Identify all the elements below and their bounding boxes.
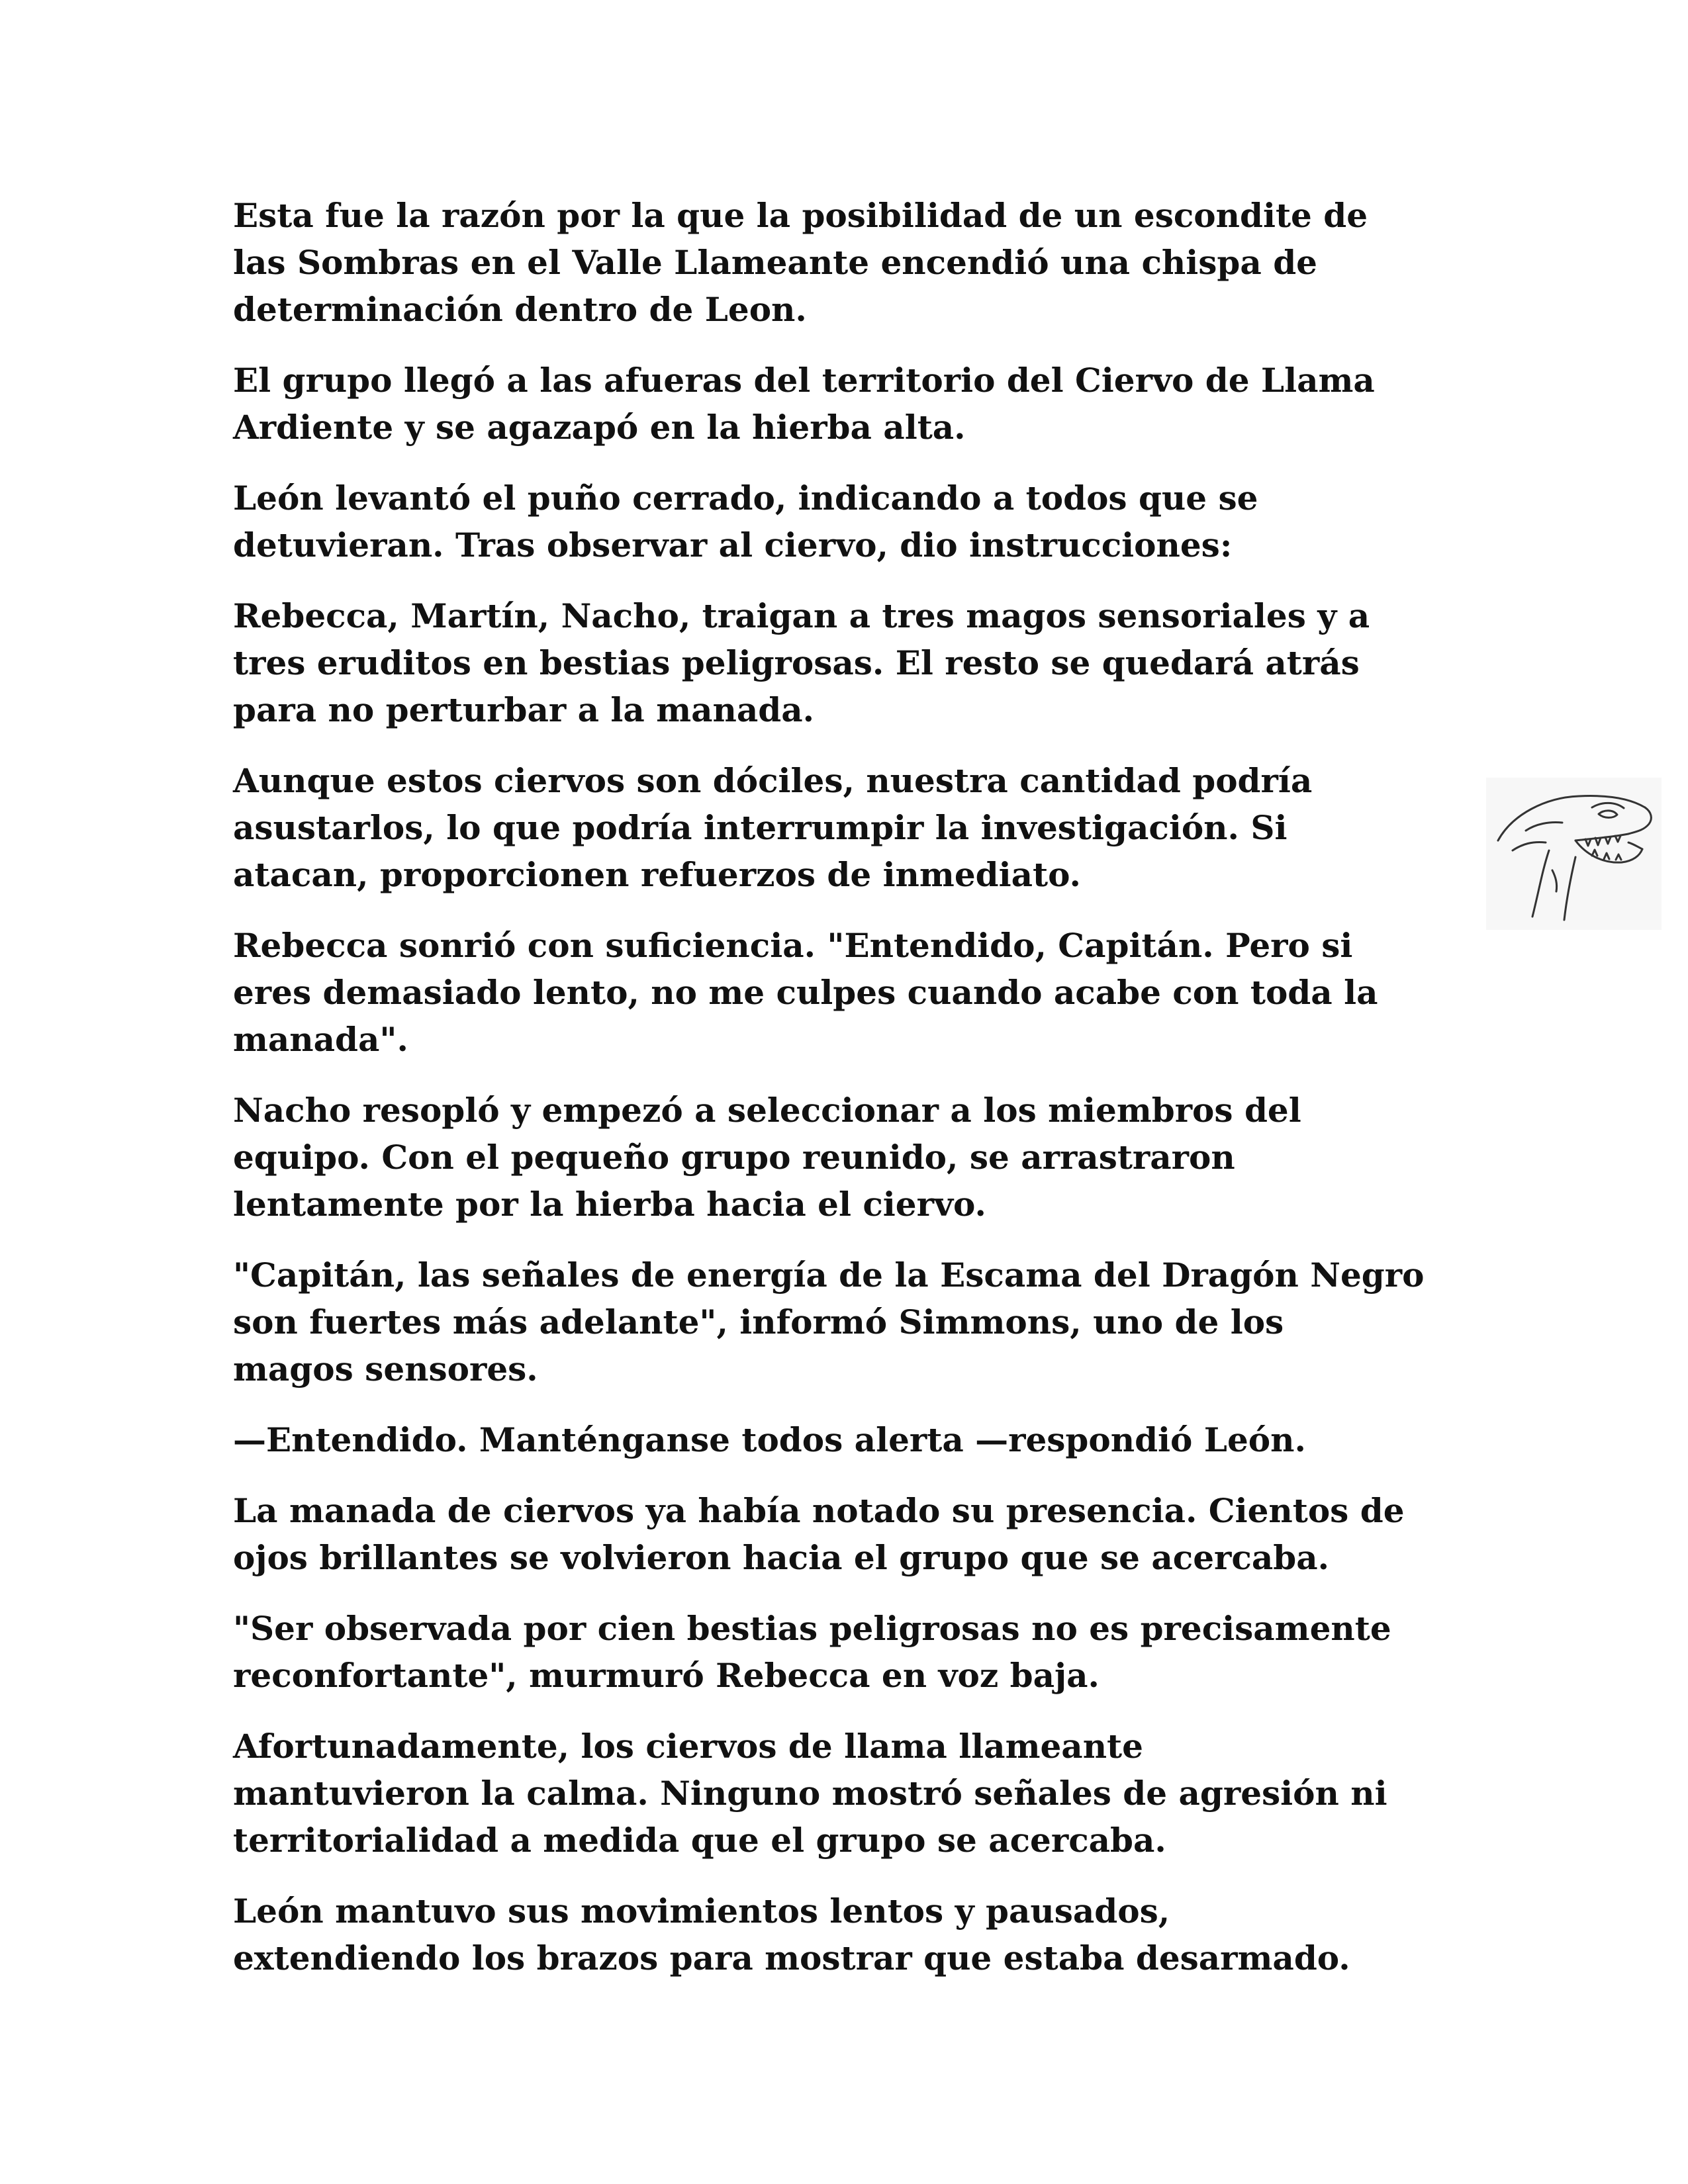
paragraph: —Entendido. Manténganse todos alerta —respondió León. [233,1420,1306,1459]
paragraph: Afortunadamente, los ciervos de llama llameante mantuvieron la calma. Ninguno mostró señales de agresión ni territorialidad a medida que el grupo se acercaba. [233,1727,1387,1860]
paragraph: La manada de ciervos ya había notado su presencia. Cientos de ojos brillantes se volvieron hacia el grupo que se acercaba. [233,1491,1405,1577]
dinosaur-head-icon [1486,778,1662,930]
paragraph: Esta fue la razón por la que la posibilidad de un escondite de las Sombras en el Valle Llameante encendió una chispa de determinación dentro de Leon. [233,196,1368,329]
paragraph: Rebecca, Martín, Nacho, traigan a tres magos sensoriales y a tres eruditos en bestias peligrosas. El resto se quedará atrás para no perturbar a la manada. [233,596,1370,729]
paragraph: "Ser observada por cien bestias peligrosas no es precisamente reconfortante", murmuró Rebecca en voz baja. [233,1609,1391,1695]
paragraph: Rebecca sonrió con suficiencia. "Entendido, Capitán. Pero si eres demasiado lento, no me culpes cuando acabe con toda la manada". [233,926,1378,1059]
body-text [233,192,1477,2005]
paragraph: León mantuvo sus movimientos lentos y pausados, extendiendo los brazos para mostrar que estaba desarmado. [233,1891,1350,1978]
paragraph: El grupo llegó a las afueras del territorio del Ciervo de Llama Ardiente y se agazapó en la hierba alta. [233,361,1375,447]
paragraph: León levantó el puño cerrado, indicando a todos que se detuvieran. Tras observar al ciervo, dio instrucciones: [233,478,1258,565]
paragraph: "Capitán, las señales de energía de la Escama del Dragón Negro son fuertes más adelante", informó Simmons, uno de los magos sensores. [233,1255,1425,1388]
paragraph: Aunque estos ciervos son dóciles, nuestra cantidad podría asustarlos, lo que podría interrumpir la investigación. Si atacan, proporcionen refuerzos de inmediato. [233,761,1313,894]
paragraph: Nacho resopló y empezó a seleccionar a los miembros del equipo. Con el pequeño grupo reunido, se arrastraron lentamente por la hierba hacia el ciervo. [233,1091,1301,1224]
